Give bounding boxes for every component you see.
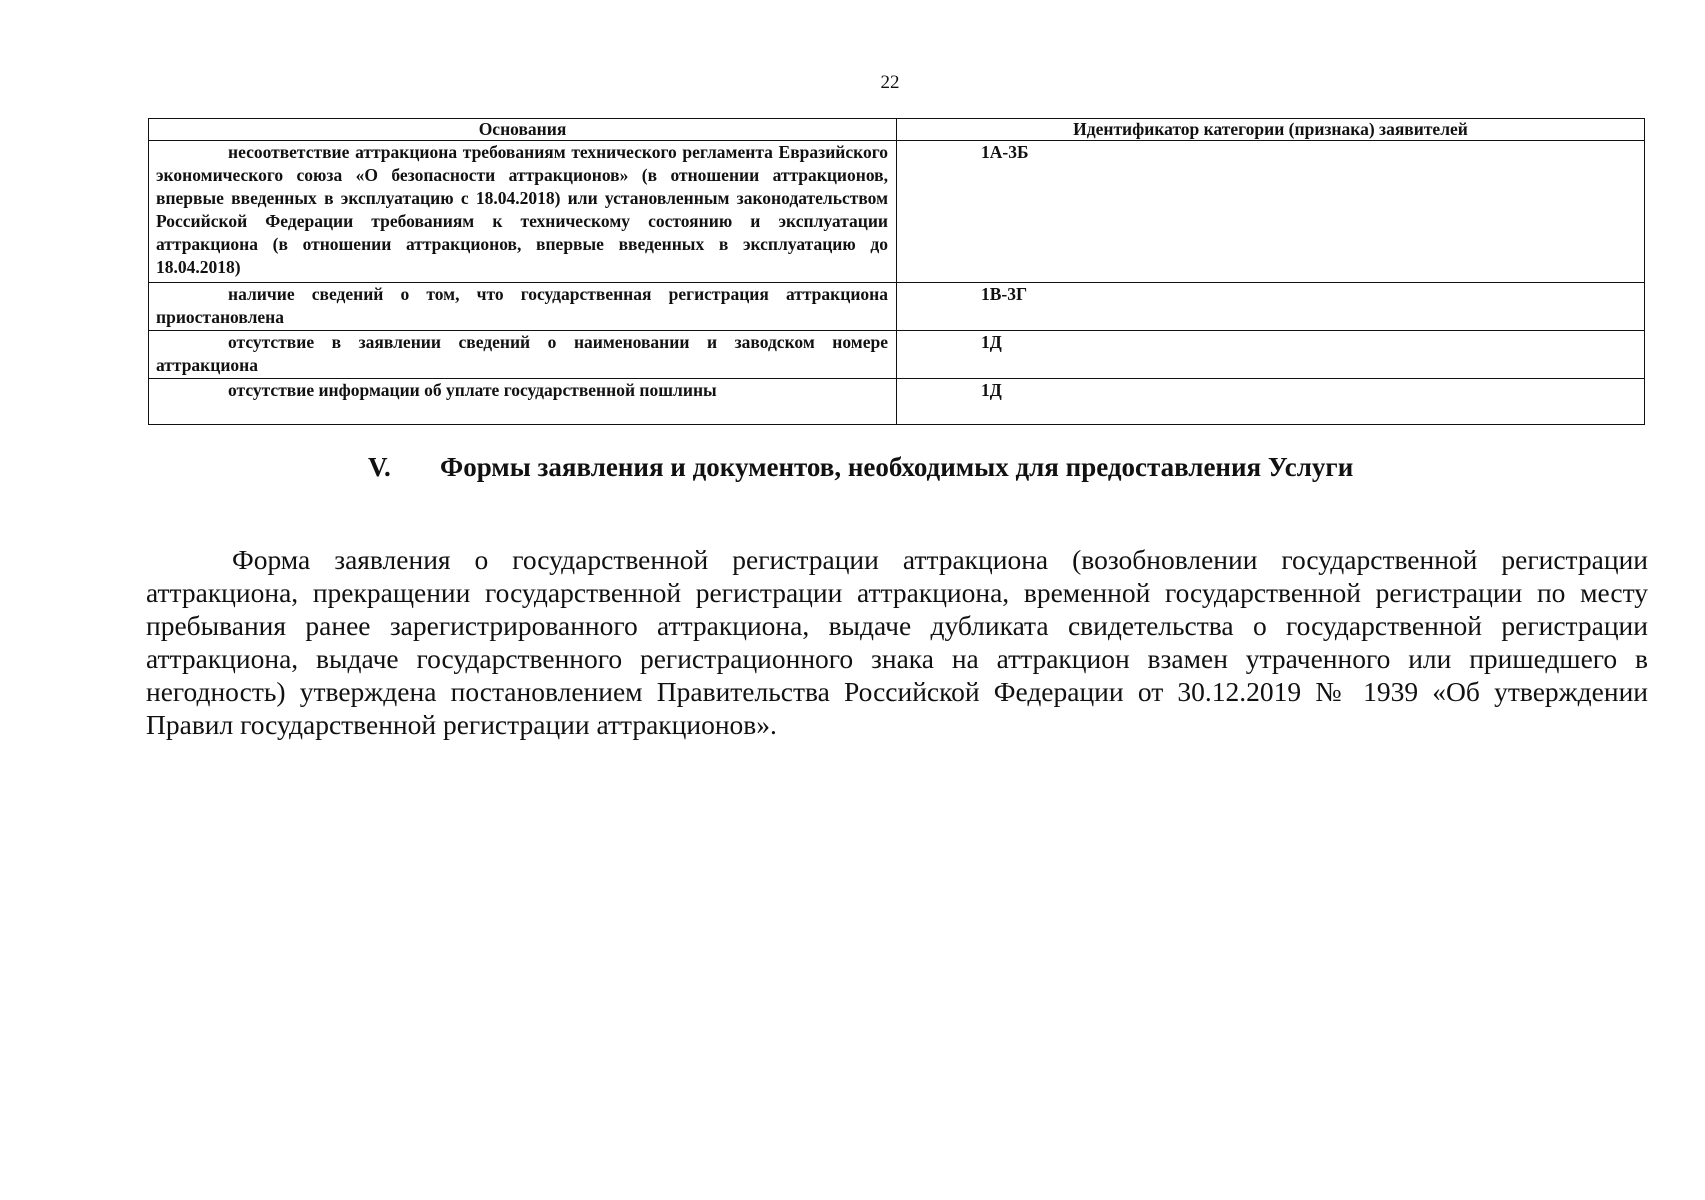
- ground-cell: отсутствие в заявлении сведений о наименовании и заводском номере аттракциона: [149, 331, 897, 379]
- table-row: [149, 283, 1645, 331]
- body-paragraph: Форма заявления о государственной регистрации аттракциона (возобновлении государственной регистрации аттракциона, прекращении государственной регистрации аттракциона, временной государственной регистрации по месту пребывания ранее зарегистрированного аттракциона, выдаче дубликата свидетельства о государственной регистрации аттракциона, выдаче государственного регистрационного знака на аттракцион взамен утраченного или пришедшего в негодность) утверждена постановлением Правительства Российской Федерации от 30.12.2019 № 1939 «Об утверждении Правил государственной регистрации аттракционов».: [146, 543, 1648, 740]
- ground-cell: отсутствие информации об уплате государственной пошлины: [149, 379, 897, 425]
- table-row: [149, 331, 1645, 379]
- grounds-table: [148, 118, 1645, 425]
- ground-cell: наличие сведений о том, что государственная регистрация аттракциона приостановлена: [149, 283, 897, 331]
- page-number: 22: [880, 72, 900, 93]
- table-row: [149, 379, 1645, 425]
- section-title-text: Формы заявления и документов, необходимых для предоставления Услуги: [440, 452, 1354, 482]
- section-heading: [368, 452, 1353, 483]
- grounds-column-header: Основания: [149, 119, 897, 141]
- identifier-cell: 1Д: [897, 379, 1645, 425]
- identifier-cell: 1В-3Г: [897, 283, 1645, 331]
- identifier-column-header: Идентификатор категории (признака) заявителей: [897, 119, 1645, 141]
- table-header-row: [149, 119, 1645, 141]
- ground-cell: несоответствие аттракциона требованиям технического регламента Евразийского экономического союза «О безопасности аттракционов» (в отношении аттракционов, впервые введенных в эксплуатацию с 18.04.2018) или установленным законодательством Российской Федерации требованиям к техническому состоянию и эксплуатации аттракциона (в отношении аттракционов, впервые введенных в эксплуатацию до 18.04.2018): [149, 141, 897, 283]
- table-row: [149, 141, 1645, 283]
- identifier-cell: 1Д: [897, 331, 1645, 379]
- section-number: V.: [368, 452, 391, 482]
- identifier-cell: 1А-3Б: [897, 141, 1645, 283]
